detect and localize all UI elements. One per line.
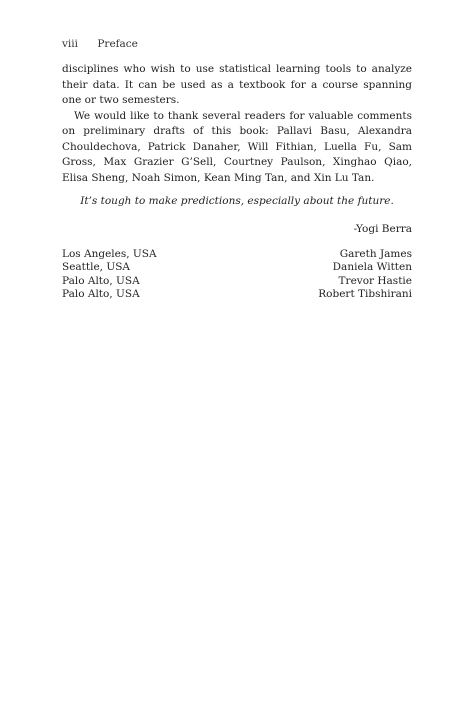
signature-row <box>62 275 412 288</box>
signature-location: Palo Alto, USA <box>62 274 140 287</box>
paragraph-continuation: disciplines who wish to use statistical learning tools to analyze their data. It can be used as a textbook for a course spanning one or two semesters. <box>62 63 412 106</box>
signature-name: Robert Tibshirani <box>318 288 412 301</box>
signature-block <box>62 248 412 302</box>
epigraph-quote: It’s tough to make predictions, especially about the future. <box>80 195 394 207</box>
paragraph-acknowledgments: We would like to thank several readers for valuable comments on preliminary drafts of this book: Pallavi Basu, Alexandra Chouldechova, Patrick Danaher, Will Fithian, Luella Fu, Sam Gross, Max Grazier G’Sell, Courtney Paulson, Xinghao Qiao, Elisa Sheng, Noah Simon, Kean Ming Tan, and Xin Lu Tan. <box>62 109 412 184</box>
body-text <box>62 62 412 186</box>
signature-location: Palo Alto, USA <box>62 288 140 301</box>
signature-name: Gareth James <box>339 248 412 260</box>
signature-row <box>62 261 412 274</box>
signature-name: Daniela Witten <box>332 261 412 274</box>
signature-row <box>62 288 412 301</box>
section-title: Preface <box>97 38 138 50</box>
signature-row <box>62 248 412 261</box>
signature-location: Seattle, USA <box>62 261 130 274</box>
page-number: viii <box>62 38 79 50</box>
epigraph-attribution: -Yogi Berra <box>353 223 412 235</box>
signature-name: Trevor Hastie <box>338 274 412 287</box>
running-head <box>62 38 138 50</box>
signature-location: Los Angeles, USA <box>62 248 157 260</box>
